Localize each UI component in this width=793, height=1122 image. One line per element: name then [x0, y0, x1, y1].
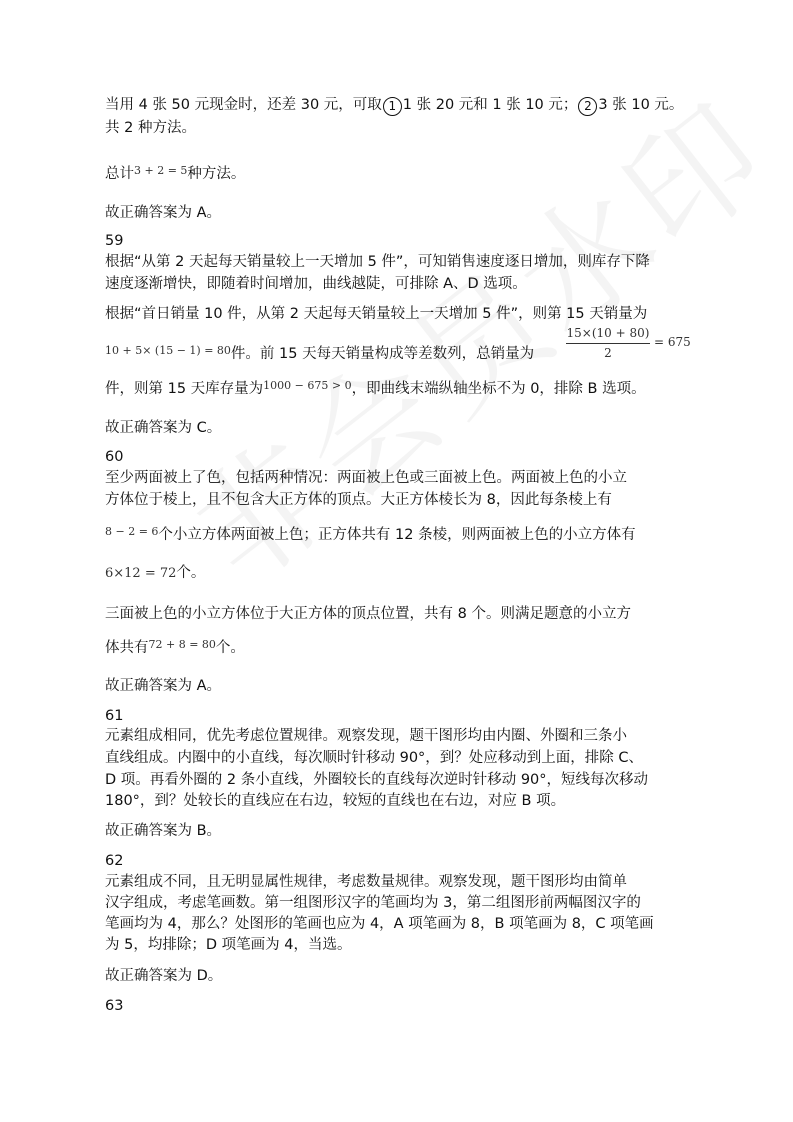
q61-number: 61: [105, 708, 124, 724]
q59-line-4: [105, 341, 534, 364]
q59-line-3: 根据“首日销量 10 件，从第 2 天起每天销量较上一天增加 5 件”，则第 15 天销量为: [105, 306, 648, 322]
q59-line-2: 速度逐渐增快，即随着时间增加，曲线越陡，可排除 A、D 选项。: [105, 276, 527, 292]
q60-line-3: [105, 522, 636, 545]
math-expression: 8 − 2 = 6: [105, 525, 159, 538]
q59-line-5-prefix: 件，则第 15 天库存量为: [105, 381, 264, 397]
q60-line-4: [105, 563, 205, 584]
q60-line-1: 至少两面被上了色，包括两种情况：两面被上色或三面被上色。两面被上色的小立: [105, 470, 627, 486]
q61-line-4: 180°，到？处较长的直线应在右边，较短的直线也在右边，对应 B 项。: [105, 793, 566, 809]
q60-number: 60: [105, 449, 124, 465]
fraction-numerator: 15×(10 + 80): [566, 326, 650, 340]
q59-answer: 故正确答案为 C。: [105, 420, 222, 436]
math-expression: 10 + 5× (15 − 1) = 80: [105, 344, 231, 357]
fraction-denominator: 2: [604, 346, 612, 360]
q58-answer: 故正确答案为 A。: [105, 205, 222, 221]
q60-line-6-suffix: 个。: [215, 640, 245, 656]
q60-answer: 故正确答案为 A。: [105, 678, 222, 694]
q58-line-2: 共 2 种方法。: [105, 120, 196, 136]
fraction-bar: [566, 343, 650, 344]
q62-line-4: 为 5，均排除；D 项笔画为 4，当选。: [105, 937, 352, 953]
q59-line-4-text: 件。前 15 天每天销量构成等差数列，总销量为: [230, 346, 535, 362]
q60-line-6-prefix: 体共有: [105, 640, 149, 656]
q58-text: 3 张 10 元。: [598, 97, 684, 113]
q62-number: 62: [105, 853, 124, 869]
q62-line-3: 笔画均为 4，那么？处图形的笔画也应为 4，A 项笔画为 8，B 项笔画为 8，C 项笔画: [105, 916, 654, 932]
math-expression: 6×12 = 72: [105, 566, 177, 581]
q60-line-4-text: 个。: [176, 565, 206, 581]
math-expression: 72 + 8 = 80: [148, 638, 216, 651]
q62-line-2: 汉字组成，考虑笔画数。第一组图形汉字的笔画均为 3，第二组图形前两幅图汉字的: [105, 895, 641, 911]
circled-number-1: 1: [383, 97, 402, 116]
q59-number: 59: [105, 233, 124, 249]
q58-total-suffix: 种方法。: [187, 166, 246, 182]
q60-line-5: 三面被上色的小立方体位于大正方体的顶点位置，共有 8 个。则满足题意的小立方: [105, 606, 631, 622]
q58-text: 1 张 20 元和 1 张 10 元；: [402, 97, 578, 113]
q60-line-3-text: 个小立方体两面被上色；正方体共有 12 条棱，则两面被上色的小立方体有: [158, 527, 636, 543]
q63-number: 63: [105, 998, 124, 1014]
q60-line-6: [105, 635, 245, 658]
q59-line-5: [105, 376, 646, 399]
q60-line-2: 方体位于棱上，且不包含大正方体的顶点。大正方体棱长为 8，因此每条棱上有: [105, 492, 612, 508]
q58-total-line: [105, 161, 245, 184]
q61-answer: 故正确答案为 B。: [105, 823, 222, 839]
q61-line-2: 直线组成。内圈中的小直线，每次顺时针移动 90°，到？处应移动到上面，排除 C、: [105, 750, 644, 766]
q61-line-1: 元素组成相同，优先考虑位置规律。观察发现，题干图形均由内圈、外圈和三条小: [105, 728, 627, 744]
fraction-result: = 675: [654, 335, 691, 349]
math-expression: 3 + 2 = 5: [134, 164, 188, 177]
q59-line-1: 根据“从第 2 天起每天销量较上一天增加 5 件”，可知销售速度逐日增加，则库存下降: [105, 254, 650, 270]
math-expression: 1000 − 675 > 0: [263, 379, 352, 392]
q62-answer: 故正确答案为 D。: [105, 968, 223, 984]
q58-text: 当用 4 张 50 元现金时，还差 30 元，可取: [105, 97, 382, 113]
q59-line-5-suffix: ，即曲线末端纵轴坐标不为 0，排除 B 选项。: [351, 381, 646, 397]
q58-line-1: [105, 95, 683, 116]
q62-line-1: 元素组成不同，且无明显属性规律，考虑数量规律。观察发现，题干图形均由简单: [105, 874, 627, 890]
q61-line-3: D 项。再看外圈的 2 条小直线，外圈较长的直线每次逆时针移动 90°，短线每次移动: [105, 772, 649, 788]
q58-total-prefix: 总计: [105, 166, 134, 182]
sum-fraction: [566, 326, 706, 366]
circled-number-2: 2: [578, 97, 597, 116]
